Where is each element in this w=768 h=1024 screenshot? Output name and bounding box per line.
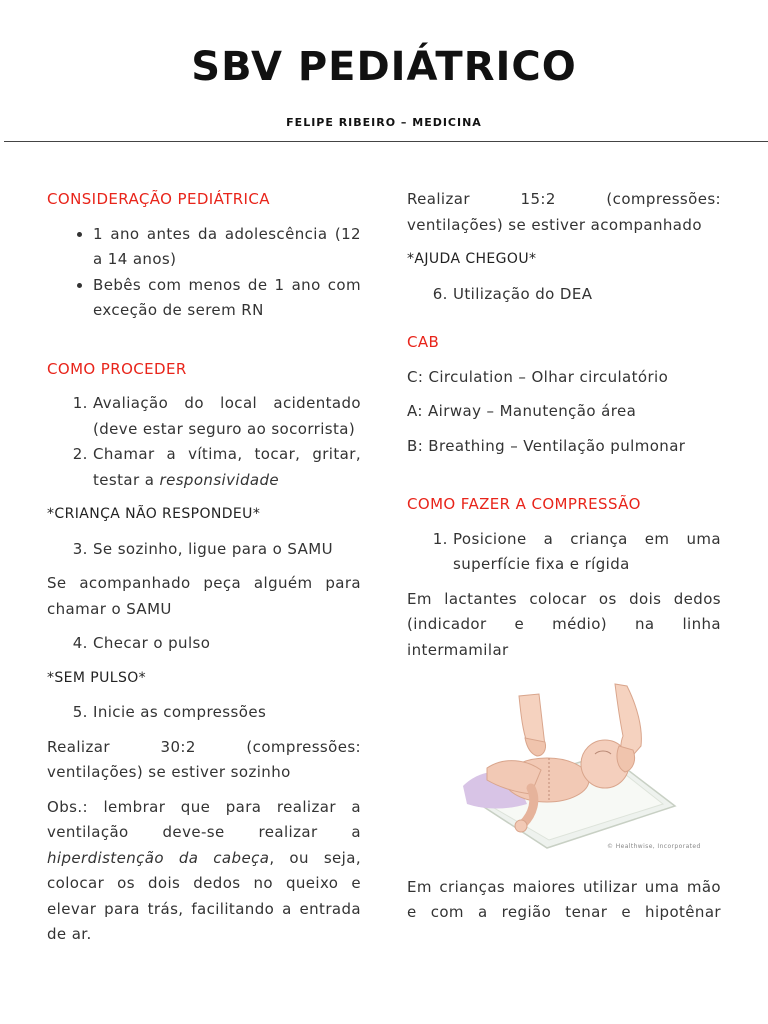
steps-list-5 bbox=[407, 282, 721, 308]
section-heading-compressao: COMO FAZER A COMPRESSÃO bbox=[407, 495, 641, 513]
cab-b: B: Breathing – Ventilação pulmonar bbox=[407, 436, 686, 455]
paragraph: Em crianças maiores utilizar uma mão e com a região tenar e hipotênar bbox=[407, 877, 721, 921]
paragraph: Realizar 30:2 (compressões: ventilações) se estiver sozinho bbox=[47, 737, 361, 781]
section-heading-cab: CAB bbox=[407, 333, 440, 351]
list-item bbox=[93, 442, 361, 493]
list-item: • 1 ano antes da adolescência (12 a 14 anos) bbox=[93, 222, 361, 273]
paragraph: Se acompanhado peça alguém para chamar o SAMU bbox=[47, 574, 361, 618]
cab-a: A: Airway – Manutenção área bbox=[407, 402, 637, 420]
header-divider bbox=[4, 141, 768, 142]
subheading-sem-pulso: *SEM PULSO* bbox=[47, 669, 147, 686]
infant-compression-illustration bbox=[457, 676, 701, 852]
list-item: • Bebês com menos de 1 ano com exceção de serem RN bbox=[93, 273, 361, 324]
subheading-crianca-nao-respondeu: *CRIANÇA NÃO RESPONDEU* bbox=[47, 506, 261, 522]
steps-list-1 bbox=[47, 391, 361, 493]
cab-c: C: Circulation – Olhar circulatório bbox=[407, 367, 669, 386]
obs-text: Obs.: lembrar que para realizar a ventilação deve-se realizar a bbox=[47, 797, 361, 841]
consideracao-list bbox=[47, 222, 361, 324]
paragraph: Em lactantes colocar os dois dedos (indicador e médio) na linha intermamilar bbox=[407, 589, 721, 659]
obs-paragraph bbox=[47, 795, 361, 948]
steps-list-3 bbox=[47, 631, 361, 657]
list-item: 6. Utilização do DEA bbox=[453, 282, 721, 308]
steps-list-2 bbox=[47, 537, 361, 563]
list-item: 3. Se sozinho, ligue para o SAMU bbox=[93, 537, 361, 563]
steps-list-6 bbox=[407, 527, 721, 578]
obs-text-end: , ou seja, colocar os dois dedos no queixo e elevar para trás, facilitando a entrada de ar. bbox=[47, 848, 361, 943]
figure-credit: © Healthwise, Incorporated bbox=[607, 843, 701, 850]
list-item: 1. Avaliação do local acidentado (deve estar seguro ao socorrista) bbox=[93, 391, 361, 442]
list-item: 5. Inicie as compressões bbox=[93, 700, 361, 726]
list-item: 1. Posicione a criança em uma superfície fixa e rígida bbox=[453, 527, 721, 578]
step2-text: Chamar a vítima, tocar, gritar, testar a bbox=[93, 445, 361, 489]
steps-list-4 bbox=[47, 700, 361, 726]
list-item: 4. Checar o pulso bbox=[93, 631, 361, 657]
right-column bbox=[407, 187, 721, 935]
paragraph: Realizar 15:2 (compressões: ventilações) se estiver acompanhado bbox=[407, 190, 721, 234]
section-heading-como-proceder: COMO PROCEDER bbox=[47, 359, 187, 378]
section-heading-consideracao: CONSIDERAÇÃO PEDIÁTRICA bbox=[47, 190, 270, 208]
obs-emphasis: hiperdistenção da cabeça bbox=[47, 848, 270, 867]
page-title: SBV PEDIÁTRICO bbox=[191, 44, 577, 90]
step2-emphasis: responsividade bbox=[159, 470, 280, 489]
subheading-ajuda-chegou: *AJUDA CHEGOU* bbox=[407, 251, 537, 267]
author-line: FELIPE RIBEIRO – MEDICINA bbox=[286, 116, 482, 129]
left-column bbox=[47, 187, 361, 957]
